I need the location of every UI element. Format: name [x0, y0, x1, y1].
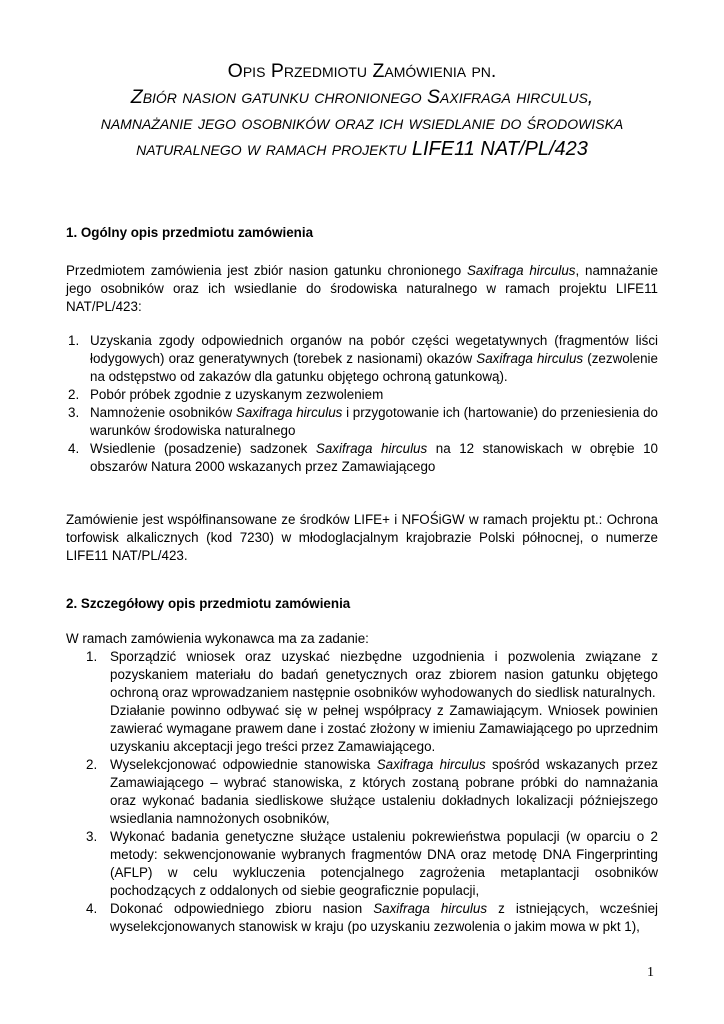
- list-item: 4. Dokonać odpowiedniego zbioru nasion Saxifraga hirculus z istniejących, wcześniej wyselekcjonowanych stanowisk w kraju (po uzyskaniu zezwolenia o jakim mowa w pkt 1),: [86, 901, 658, 934]
- list-item: 2. Wyselekcjonować odpowiednie stanowiska Saxifraga hirculus spośród wskazanych przez Zamawiającego – wybrać stanowiska, z których zostaną pobrane próbki do namnażania oraz wykonać badania siedliskowe służące ustaleniu dokładnych lokalizacji późniejszego wsiedlania namnożonych osobników,: [86, 757, 659, 826]
- page-number: 1: [647, 965, 654, 980]
- title-line-4b: LIFE11 NAT/PL/423: [411, 138, 588, 160]
- title-line-3: namnażanie jego osobników oraz ich wsiedlanie do środowiska: [100, 112, 624, 134]
- list-item: 3. Wykonać badania genetyczne służące ustaleniu pokrewieństwa populacji (w oparciu o 2 metody: sekwencjonowanie wybranych fragmentów DNA oraz metodę DNA Fingerprinting (AFLP) w celu wykluczenia potencjalnego zagrożenia metaplantacji osobników pochodzących z oddalonych od siebie geograficznie populacji,: [86, 829, 658, 898]
- list-item: 2. Pobór próbek zgodnie z uzyskanym zezwoleniem: [68, 387, 384, 402]
- title-line-4a: naturalnego w ramach projektu: [136, 138, 412, 160]
- section-1-intro: Przedmiotem zamówienia jest zbiór nasion gatunku chronionego Saxifraga hirculus, namnażanie jego osobników oraz ich wsiedlanie do środowiska naturalnego w ramach projektu LIFE11 NAT/PL/423:: [66, 263, 658, 314]
- list-item: 1. Uzyskania zgody odpowiednich organów na pobór części wegetatywnych (fragmentów liści łodygowych) oraz generatywnych (torebek z nasionami) okazów Saxifraga hirculus (zezwolenie na odstępstwo od zakazów dla gatunku objętego ochroną gatunkową).: [68, 333, 658, 384]
- section-2: [66, 595, 658, 613]
- title-line-2: Zbiór nasion gatunku chronionego Saxifraga hirculus,: [130, 86, 594, 108]
- section-1-heading: 1. Ogólny opis przedmiotu zamówienia: [66, 225, 314, 240]
- title-line-1: Opis Przedmiotu Zamówienia pn.: [227, 60, 497, 82]
- section-2-body: [66, 630, 658, 936]
- section-1-list: [66, 332, 658, 476]
- list-item: 3. Namnożenie osobników Saxifraga hirculus i przygotowanie ich (hartowanie) do przeniesienia do warunków środowiska naturalnego: [68, 405, 658, 438]
- list-item: 1. Sporządzić wniosek oraz uzyskać niezbędne uzgodnienia i pozwolenia związane z pozyskaniem materiału do badań genetycznych oraz zbiorem nasion gatunku objętego ochroną oraz wprowadzaniem następnie osobników wyhodowanych do siedlisk naturalnych. Działanie powinno odbywać się w pełnej współpracy z Zamawiającym. Wniosek powinien zawierać wymagane prawem dane i zostać złożony w imieniu Zamawiającego po uprzednim uzyskaniu akceptacji jego treści przez Zamawiającego.: [86, 649, 658, 754]
- funding-paragraph: Zamówienie jest współfinansowane ze środków LIFE+ i NFOŚiGW w ramach projektu pt.: Ochrona torfowisk alkalicznych (kod 7230) w młodoglacjalnym krajobrazie Polski północnej, o numerze LIFE11 NAT/PL/423.: [66, 512, 658, 563]
- section-1: [66, 224, 658, 242]
- section-2-heading: 2. Szczegółowy opis przedmiotu zamówienia: [66, 596, 351, 611]
- list-item: 4. Wsiedlenie (posadzenie) sadzonek Saxifraga hirculus na 12 stanowiskach w obrębie 10 obszarów Natura 2000 wskazanych przez Zamawiającego: [68, 441, 658, 474]
- document-title: [60, 58, 664, 162]
- section-2-intro: W ramach zamówienia wykonawca ma za zadanie:: [66, 631, 369, 646]
